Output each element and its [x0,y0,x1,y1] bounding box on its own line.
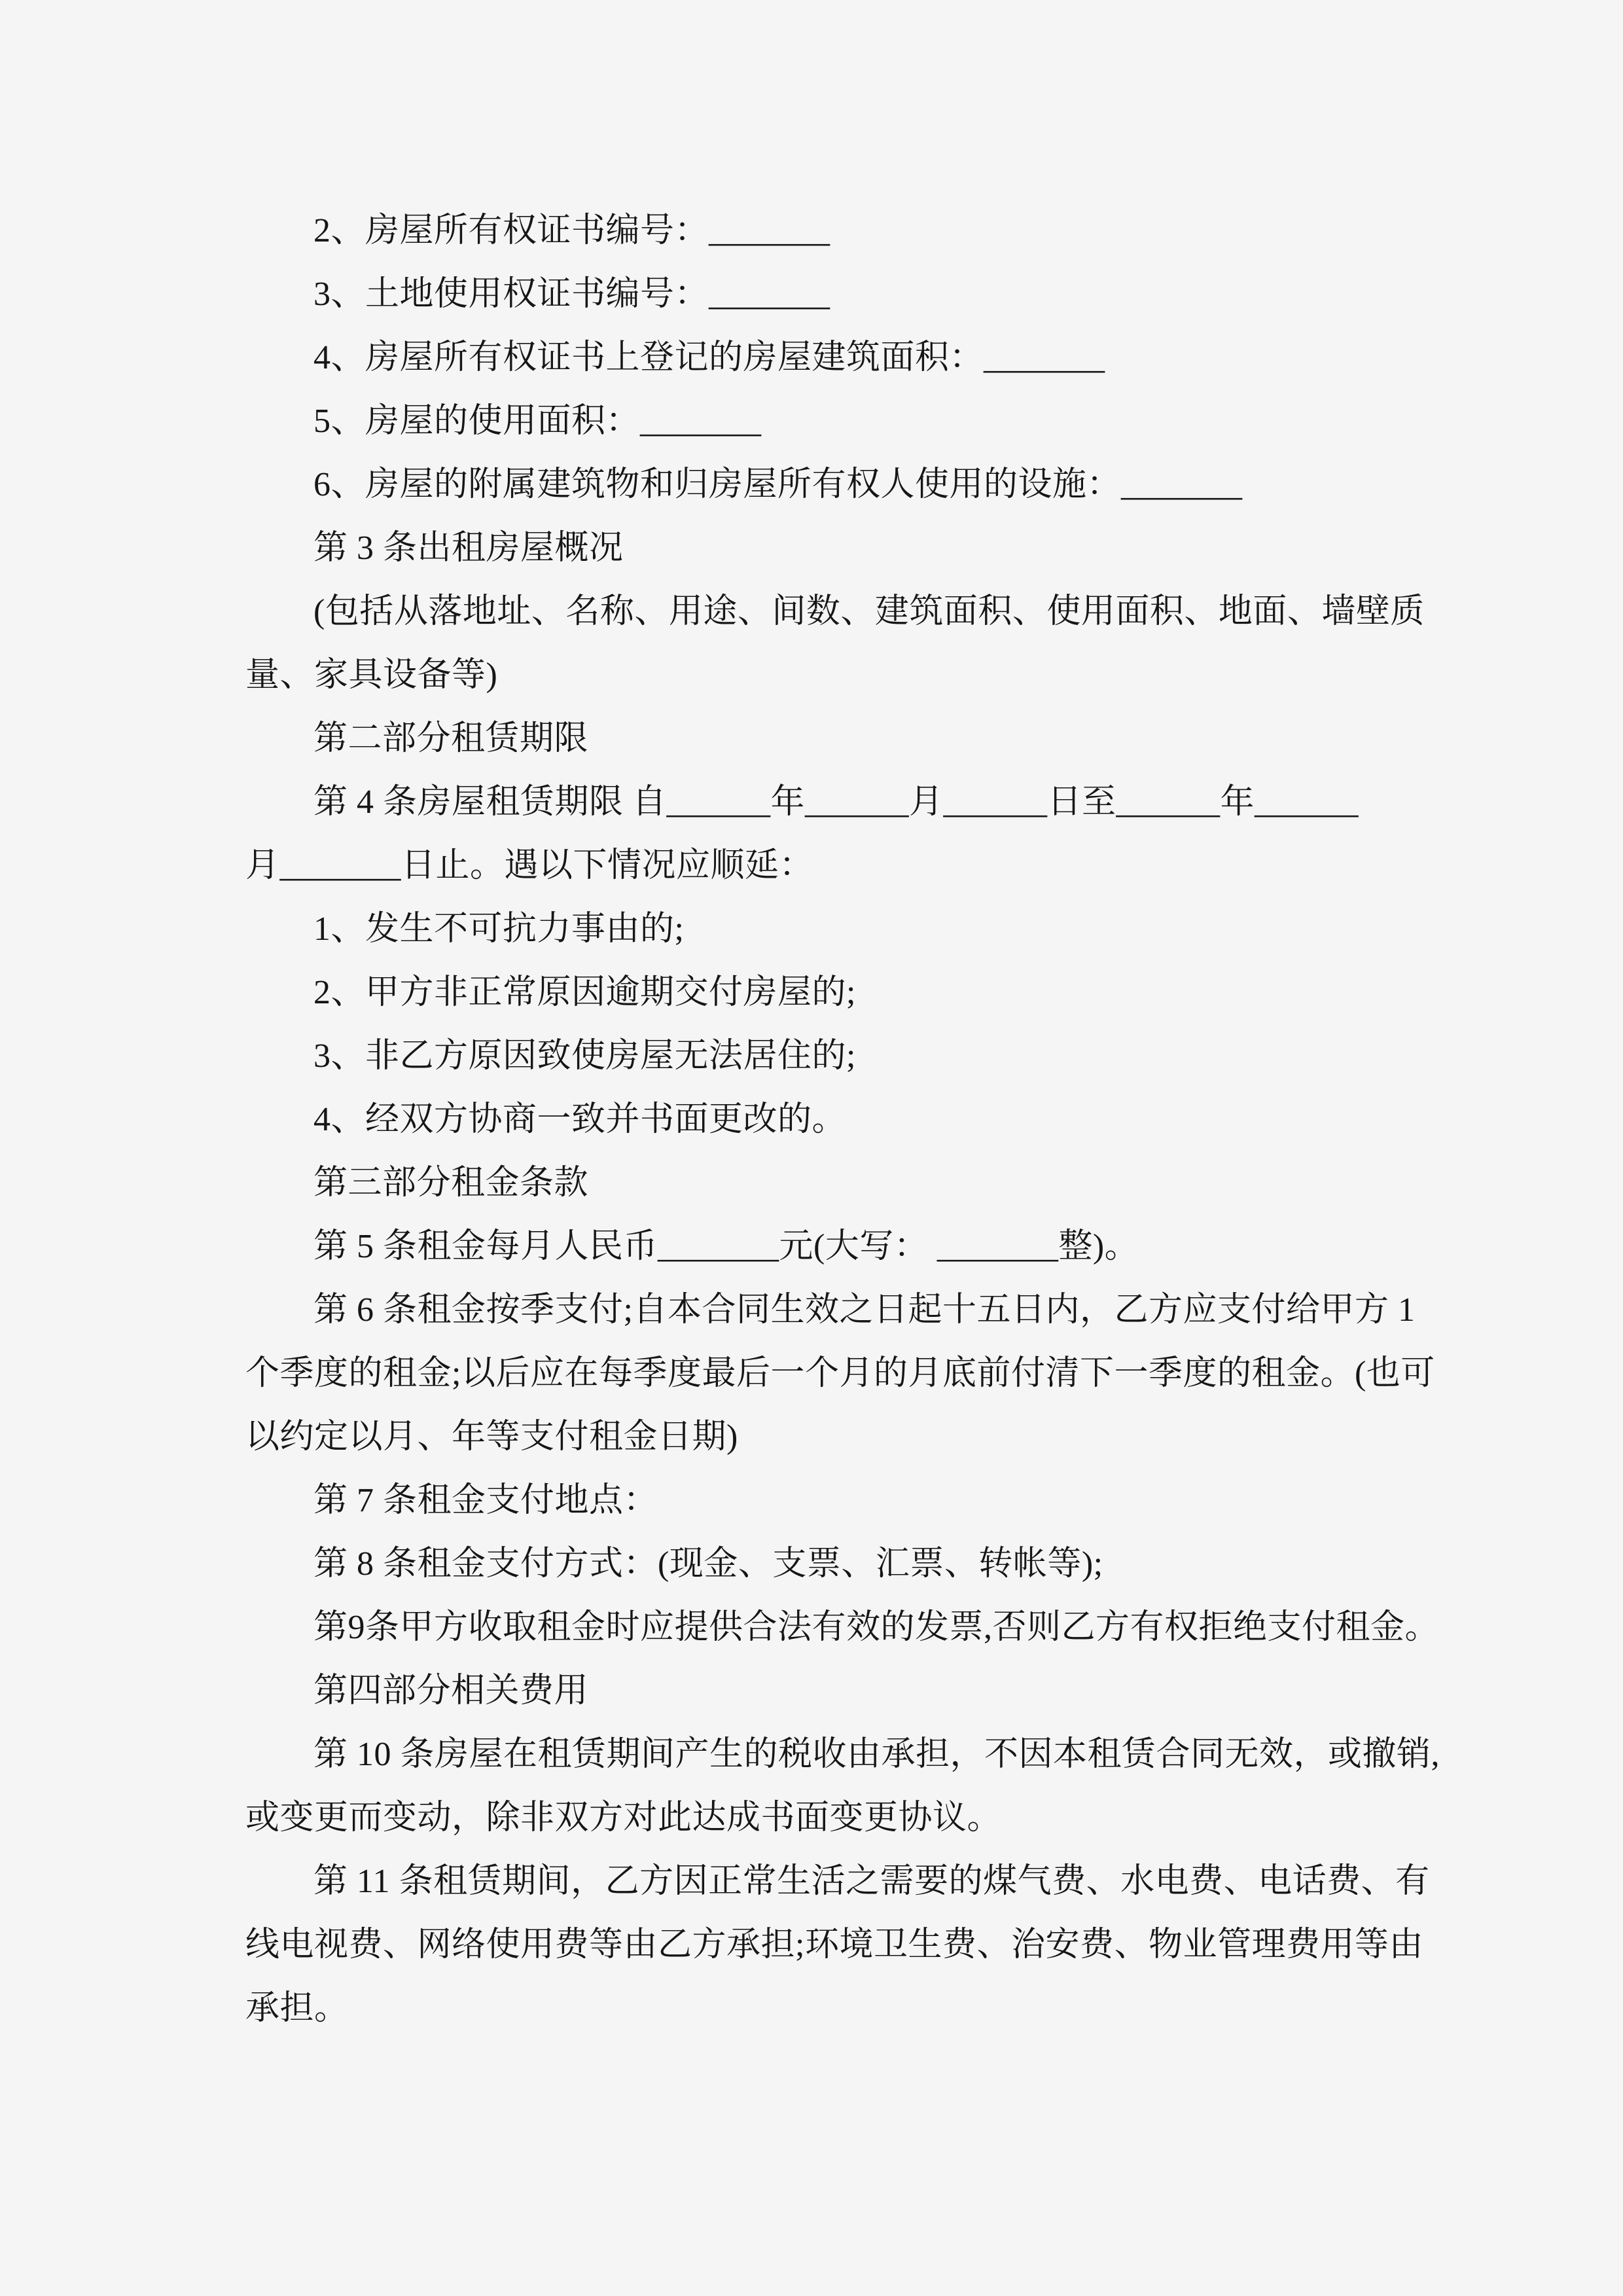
contract-line: 1、发生不可抗力事由的; [313,910,685,948]
contract-line: 第 8 条租金支付方式：(现金、支票、汇票、转帐等); [313,1545,1103,1583]
contract-line: 6、房屋的附属建筑物和归房屋所有权人使用的设施：_______ [313,466,1243,503]
contract-line: 月_______日止。遇以下情况应顺延： [245,847,814,884]
contract-line: 或变更而变动，除非双方对此达成书面变更协议。 [245,1799,1002,1837]
contract-line: 4、经双方协商一致并书面更改的。 [313,1101,847,1138]
contract-line: 第 4 条房屋租赁期限 自______年______月______日至______年______ [313,783,1359,821]
contract-line: (包括从落地址、名称、用途、间数、建筑面积、使用面积、地面、墙壁质 [313,593,1425,630]
contract-line: 第四部分相关费用 [313,1672,589,1710]
contract-line: 第 6 条租金按季支付;自本合同生效之日起十五日内，乙方应支付给甲方 1 [313,1291,1416,1329]
contract-line: 以约定以月、年等支付租金日期) [245,1418,738,1456]
contract-line: 第9条甲方收取租金时应提供合法有效的发票,否则乙方有权拒绝支付租金。 [313,1609,1440,1646]
contract-line: 个季度的租金;以后应在每季度最后一个月的月底前付清下一季度的租金。(也可 [245,1355,1435,1392]
contract-line: 3、非乙方原因致使房屋无法居住的; [313,1037,856,1075]
contract-line: 3、土地使用权证书编号：_______ [313,276,830,313]
contract-line: 第二部分租赁期限 [313,720,589,757]
contract-line: 承担。 [245,1990,349,2027]
contract-line: 第 11 条租赁期间，乙方因正常生活之需要的煤气费、水电费、电话费、有 [313,1863,1430,1900]
contract-line: 第三部分租金条款 [313,1164,589,1202]
contract-line: 第 10 条房屋在租赁期间产生的税收由承担，不因本租赁合同无效，或撤销, [313,1736,1440,1773]
contract-line: 第 3 条出租房屋概况 [313,529,624,567]
contract-line: 5、房屋的使用面积：_______ [313,403,762,440]
contract-line: 4、房屋所有权证书上登记的房屋建筑面积：_______ [313,339,1105,376]
contract-line: 第 7 条租金支付地点： [313,1482,658,1519]
contract-line: 第 5 条租金每月人民币_______元(大写： _______整)。 [313,1228,1139,1265]
contract-line: 量、家具设备等) [245,656,498,694]
contract-line: 2、房屋所有权证书编号：_______ [313,212,830,249]
contract-line: 线电视费、网络使用费等由乙方承担;环境卫生费、治安费、物业管理费用等由 [245,1926,1423,1964]
contract-line: 2、甲方非正常原因逾期交付房屋的; [313,974,856,1011]
